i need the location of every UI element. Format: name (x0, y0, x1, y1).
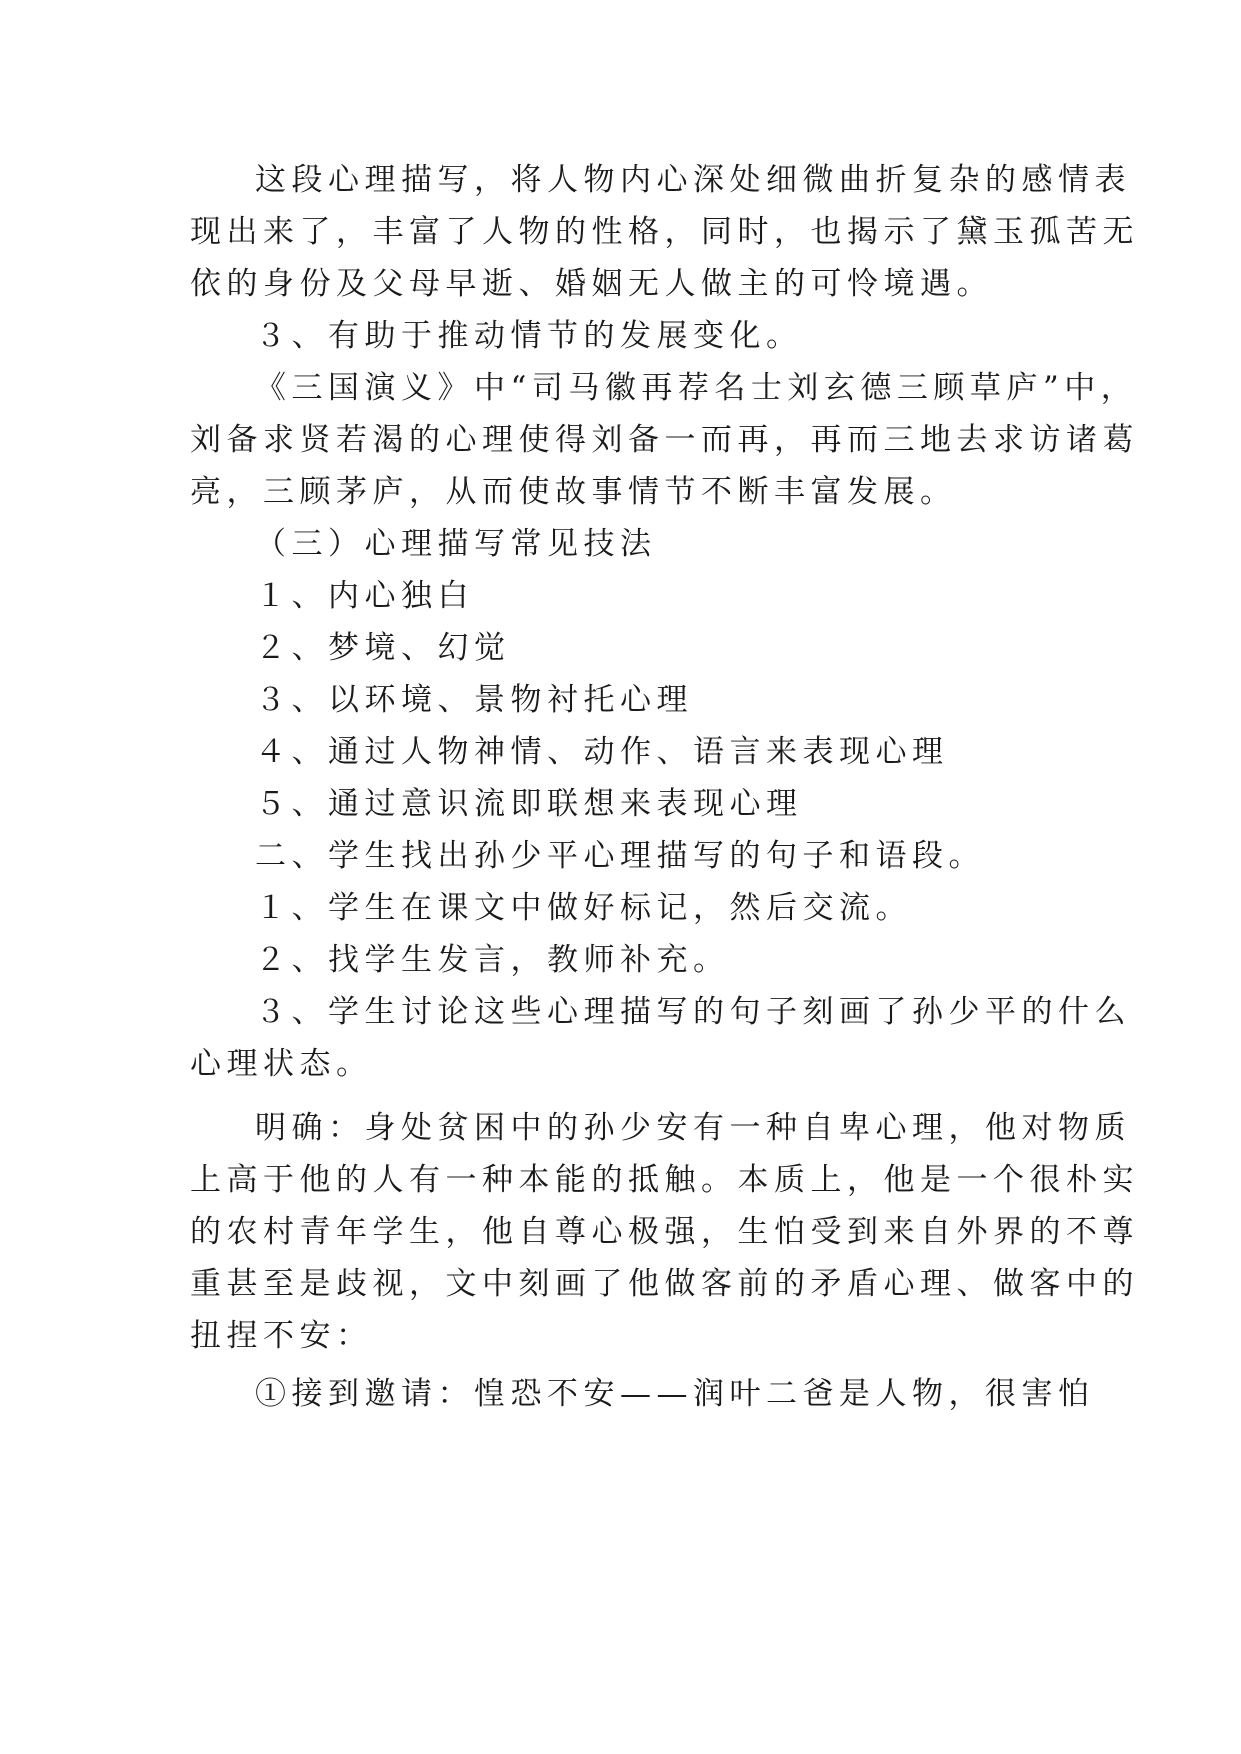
paragraph-line: 心理状态。 (190, 1046, 373, 1082)
section-heading: 二、学生找出孙少平心理描写的句子和语段。 (255, 838, 985, 874)
paragraph-line: 重甚至是歧视，文中刻画了他做客前的矛盾心理、做客中的 (190, 1266, 1139, 1302)
list-item: ２、找学生发言，教师补充。 (255, 942, 730, 978)
paragraph-line: 刘备求贤若渴的心理使得刘备一而再，再而三地去求访诸葛 (190, 422, 1139, 458)
paragraph-line: 《三国演义》中“司马徽再荐名士刘玄德三顾草庐”中， (255, 370, 1138, 406)
paragraph-line: 上高于他的人有一种本能的抵触。本质上，他是一个很朴实 (190, 1162, 1139, 1198)
paragraph-line: 扭捏不安： (190, 1318, 373, 1354)
section-heading: （三）心理描写常见技法 (255, 526, 657, 562)
list-item: ３、学生讨论这些心理描写的句子刻画了孙少平的什么 (255, 994, 1131, 1030)
list-item: １、内心独白 (255, 578, 474, 614)
list-item: １、学生在课文中做好标记，然后交流。 (255, 890, 912, 926)
list-item: ４、通过人物神情、动作、语言来表现心理 (255, 734, 949, 770)
paragraph-line: 现出来了，丰富了人物的性格，同时，也揭示了黛玉孤苦无 (190, 214, 1139, 250)
list-item: ３、以环境、景物衬托心理 (255, 682, 693, 718)
paragraph-line: 依的身份及父母早逝、婚姻无人做主的可怜境遇。 (190, 266, 993, 302)
paragraph-line: 的农村青年学生，他自尊心极强，生怕受到来自外界的不尊 (190, 1214, 1139, 1250)
paragraph-line: 亮，三顾茅庐，从而使故事情节不断丰富发展。 (190, 474, 957, 510)
paragraph-line: 明确：身处贫困中的孙少安有一种自卑心理，他对物质 (255, 1110, 1131, 1146)
list-item: ２、梦境、幻觉 (255, 630, 511, 666)
list-item: ①接到邀请：惶恐不安——润叶二爸是人物，很害怕 (255, 1376, 1095, 1412)
list-item: ３、有助于推动情节的发展变化。 (255, 318, 803, 354)
list-item: ５、通过意识流即联想来表现心理 (255, 786, 803, 822)
paragraph-line: 这段心理描写，将人物内心深处细微曲折复杂的感情表 (255, 162, 1131, 198)
